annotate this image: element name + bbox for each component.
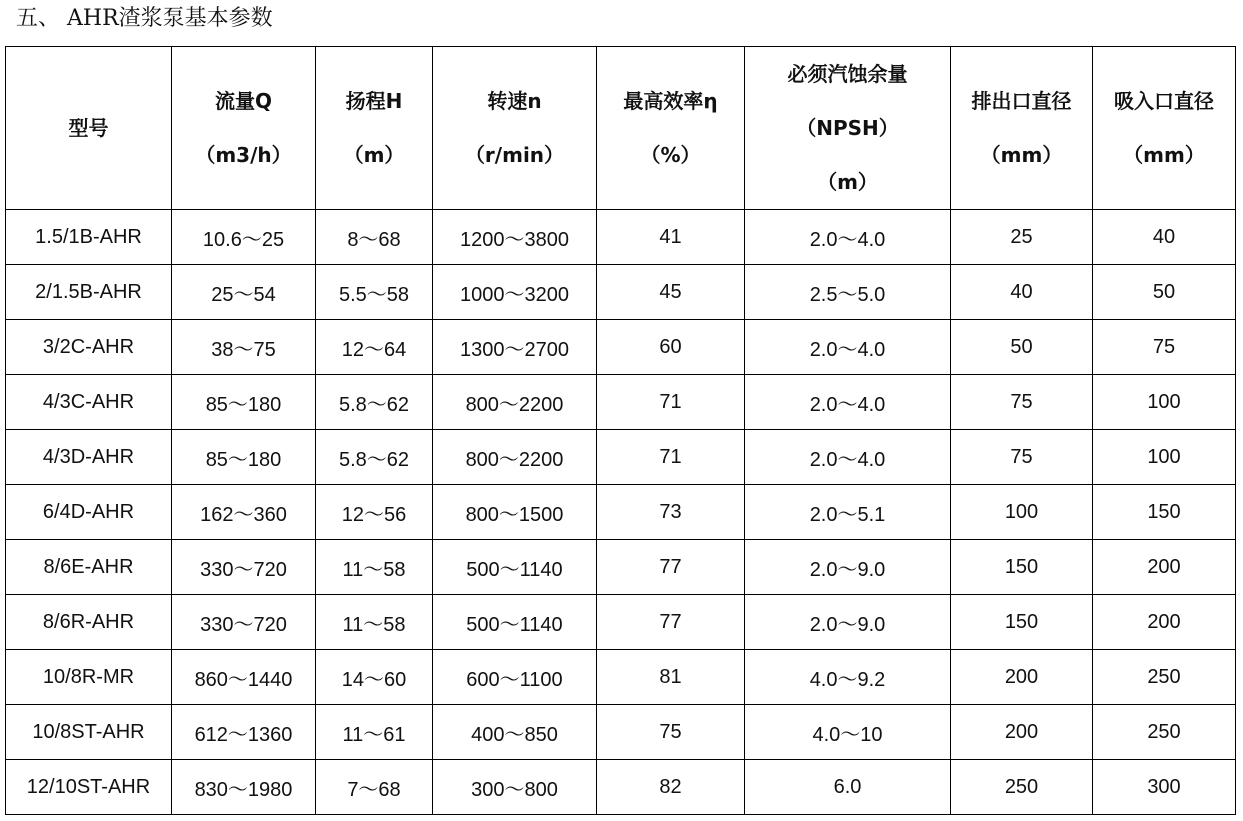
table-cell: 800～1500 (433, 485, 597, 540)
table-cell: 200 (951, 650, 1093, 705)
table-row (6, 650, 1236, 705)
table-cell: 300 (1093, 760, 1236, 815)
table-cell: 800～2200 (433, 430, 597, 485)
table-cell: 612～1360 (172, 705, 316, 760)
table-cell: 40 (951, 265, 1093, 320)
table-cell: 2.0～4.0 (745, 210, 951, 265)
table-cell: 400～850 (433, 705, 597, 760)
table-cell: 73 (597, 485, 745, 540)
column-header (951, 47, 1093, 210)
column-header-line: （NPSH） (796, 116, 899, 140)
header-row (6, 47, 1236, 210)
table-cell: 250 (1093, 705, 1236, 760)
table-cell: 60 (597, 320, 745, 375)
table-cell: 77 (597, 595, 745, 650)
column-header-line: 型号 (68, 116, 109, 140)
table-cell: 81 (597, 650, 745, 705)
column-header-line: （mm） (1123, 143, 1205, 167)
table-cell: 4.0～10 (745, 705, 951, 760)
table-cell: 1300～2700 (433, 320, 597, 375)
pump-parameters-table (5, 46, 1236, 815)
table-cell: 25 (951, 210, 1093, 265)
table-cell: 40 (1093, 210, 1236, 265)
table-cell: 800～2200 (433, 375, 597, 430)
table-cell: 71 (597, 430, 745, 485)
model-cell: 4/3D-AHR (6, 430, 172, 485)
section-heading: 五、 AHR渣浆泵基本参数 (16, 6, 273, 31)
table-cell: 162～360 (172, 485, 316, 540)
table-cell: 2.0～9.0 (745, 540, 951, 595)
table-cell: 250 (951, 760, 1093, 815)
table-cell: 75 (1093, 320, 1236, 375)
table-cell: 75 (597, 705, 745, 760)
column-header-line: 扬程H (345, 89, 403, 113)
table-row (6, 760, 1236, 815)
table-cell: 2.0～4.0 (745, 320, 951, 375)
table-cell: 50 (1093, 265, 1236, 320)
table-cell: 75 (951, 430, 1093, 485)
column-header-line: 吸入口直径 (1114, 89, 1214, 113)
table-cell: 2.0～9.0 (745, 595, 951, 650)
table-row (6, 375, 1236, 430)
table-row (6, 265, 1236, 320)
model-cell: 2/1.5B-AHR (6, 265, 172, 320)
table-cell: 85～180 (172, 430, 316, 485)
table-cell: 860～1440 (172, 650, 316, 705)
table-row (6, 320, 1236, 375)
table-cell: 150 (1093, 485, 1236, 540)
model-cell: 10/8ST-AHR (6, 705, 172, 760)
model-cell: 8/6E-AHR (6, 540, 172, 595)
column-header-line: 必须汽蚀余量 (787, 62, 908, 86)
table-cell: 600～1100 (433, 650, 597, 705)
table-cell: 11～58 (316, 540, 433, 595)
table-cell: 100 (1093, 430, 1236, 485)
column-header-line: （r/min） (464, 143, 565, 167)
model-cell: 4/3C-AHR (6, 375, 172, 430)
table-cell: 82 (597, 760, 745, 815)
model-cell: 8/6R-AHR (6, 595, 172, 650)
table-cell: 50 (951, 320, 1093, 375)
model-cell: 12/10ST-AHR (6, 760, 172, 815)
table-row (6, 210, 1236, 265)
table-cell: 500～1140 (433, 595, 597, 650)
column-header-line: （m） (343, 143, 405, 167)
table-cell: 6.0 (745, 760, 951, 815)
column-header (745, 47, 951, 210)
table-cell: 830～1980 (172, 760, 316, 815)
table-cell: 11～61 (316, 705, 433, 760)
table-cell: 2.0～4.0 (745, 375, 951, 430)
table-cell: 2.0～4.0 (745, 430, 951, 485)
column-header (433, 47, 597, 210)
table-cell: 5.8～62 (316, 375, 433, 430)
table-cell: 75 (951, 375, 1093, 430)
table-cell: 150 (951, 595, 1093, 650)
table-row (6, 540, 1236, 595)
table-cell: 71 (597, 375, 745, 430)
column-header (597, 47, 745, 210)
column-header-line: （%） (640, 143, 701, 167)
table-cell: 11～58 (316, 595, 433, 650)
table-cell: 1200～3800 (433, 210, 597, 265)
table-cell: 45 (597, 265, 745, 320)
table-cell: 200 (1093, 595, 1236, 650)
table-cell: 4.0～9.2 (745, 650, 951, 705)
table-cell: 12～56 (316, 485, 433, 540)
table-cell: 77 (597, 540, 745, 595)
table-cell: 100 (951, 485, 1093, 540)
table-cell: 300～800 (433, 760, 597, 815)
table-row (6, 705, 1236, 760)
table-cell: 100 (1093, 375, 1236, 430)
table-cell: 25～54 (172, 265, 316, 320)
column-header-line: 最高效率η (623, 89, 718, 113)
table-row (6, 430, 1236, 485)
table-cell: 250 (1093, 650, 1236, 705)
column-header-line: （m） (817, 170, 878, 194)
table-row (6, 595, 1236, 650)
table-cell: 500～1140 (433, 540, 597, 595)
table-cell: 8～68 (316, 210, 433, 265)
table-cell: 150 (951, 540, 1093, 595)
table-cell: 2.0～5.1 (745, 485, 951, 540)
column-header-line: 转速n (487, 89, 542, 113)
table-cell: 330～720 (172, 540, 316, 595)
column-header-line: （mm） (980, 143, 1063, 167)
table-cell: 5.5～58 (316, 265, 433, 320)
table-cell: 14～60 (316, 650, 433, 705)
column-header (1093, 47, 1236, 210)
model-cell: 10/8R-MR (6, 650, 172, 705)
model-cell: 6/4D-AHR (6, 485, 172, 540)
table-cell: 41 (597, 210, 745, 265)
table-cell: 10.6～25 (172, 210, 316, 265)
table-cell: 38～75 (172, 320, 316, 375)
table-cell: 1000～3200 (433, 265, 597, 320)
column-header (316, 47, 433, 210)
model-cell: 1.5/1B-AHR (6, 210, 172, 265)
column-header-line: （m3/h） (195, 143, 292, 167)
table-cell: 85～180 (172, 375, 316, 430)
table-cell: 330～720 (172, 595, 316, 650)
table-body (6, 210, 1236, 815)
table-row (6, 485, 1236, 540)
column-header (6, 47, 172, 210)
column-header-line: 排出口直径 (971, 89, 1072, 113)
table-cell: 2.5～5.0 (745, 265, 951, 320)
table-cell: 200 (951, 705, 1093, 760)
table-cell: 7～68 (316, 760, 433, 815)
table-cell: 200 (1093, 540, 1236, 595)
column-header (172, 47, 316, 210)
table-cell: 5.8～62 (316, 430, 433, 485)
model-cell: 3/2C-AHR (6, 320, 172, 375)
table-cell: 12～64 (316, 320, 433, 375)
column-header-line: 流量Q (214, 89, 272, 113)
